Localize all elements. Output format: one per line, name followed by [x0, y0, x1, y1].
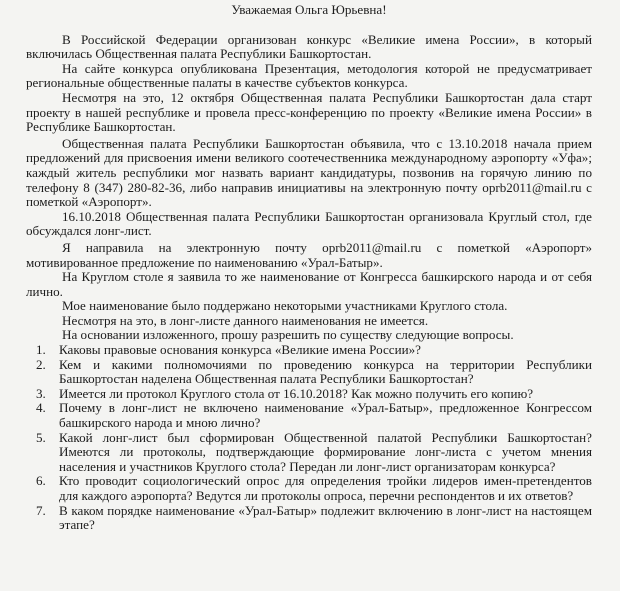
- greeting: Уважаемая Ольга Юрьевна!: [231, 2, 387, 17]
- list-item: [26, 401, 592, 430]
- paragraph-email-proposal: Я направила на электронную почту oprb2011@mail.ru с пометкой «Аэропорт» мотивированное предложение по наименованию «Урал-Батыр».: [26, 239, 592, 270]
- paragraph-support: Мое наименование было поддержано некоторыми участниками Круглого стола.: [62, 298, 508, 314]
- paragraph-contest-intro: В Российской Федерации организован конкурс «Великие имена России», в который включилась Общественная палата Республики Башкортостан.: [26, 31, 592, 62]
- paragraph-round-table: 16.10.2018 Общественная палата Республики Башкортостан организовала Круглый стол, где обсуждался лонг-лист.: [26, 208, 592, 239]
- list-item: [26, 343, 592, 358]
- list-item: [26, 474, 592, 503]
- list-item-number: 5.: [36, 429, 46, 445]
- list-item-number: 6.: [36, 473, 46, 489]
- questions-list: [26, 343, 592, 533]
- list-item: [26, 504, 592, 533]
- list-item-number: 4.: [36, 400, 46, 416]
- list-item-text: Почему в лонг-лист не включено наименование «Урал-Батыр», предложенное Конгрессом башкирского народа и мною лично?: [59, 400, 592, 431]
- list-item-text: В каком порядке наименование «Урал-Батыр» подлежит включению в лонг-лист на настоящем этапе?: [59, 502, 592, 533]
- list-item-text: Имеется ли протокол Круглого стола от 16.10.2018? Как можно получить его копию?: [59, 385, 534, 401]
- list-item-text: Кто проводит социологический опрос для определения тройки лидеров имен-претендентов для каждого аэропорта? Ведутся ли протоколы опроса, перечни респондентов и их ответов?: [59, 473, 592, 503]
- paragraph-proposals: Общественная палата Республики Башкортостан объявила, что с 13.10.2018 начала прием предложений для присвоения имени великого соотечественника международному аэропорту «Уфа»; каждый житель республики мог назвать вариант кандидатуры, позвонив на горячую линию по телефону 8 (347) 280-82-36, либо направив инициативы на электронную почту oprb2011@mail.ru с пометкой «Аэропорт».: [26, 135, 592, 210]
- list-item-text: Кем и какими полномочиями по проведению конкурса на территории Республики Башкортостан наделена Общественная палата Республики Башкортостан?: [59, 356, 592, 387]
- list-item: [26, 387, 592, 402]
- list-item-text: Какой лонг-лист был сформирован Общественной палатой Республики Башкортостан? Имеются ли протоколы, подтверждающие формирование лонг-листа с учетом мнения населения и участников Круглого стола? Передан ли лонг-лист организаторам конкурса?: [59, 429, 592, 474]
- list-item-number: 2.: [36, 356, 46, 372]
- paragraph-project-start: Несмотря на это, 12 октября Общественная палата Республики Башкортостан дала старт проекту в нашей республике и провела пресс-конференцию по проекту «Великие имена России» в Республике Башкортостан.: [26, 89, 592, 135]
- list-item-text: Каковы правовые основания конкурса «Великие имена России»?: [59, 342, 421, 358]
- paragraph-request: На основании изложенного, прошу разрешить по существу следующие вопросы.: [62, 327, 514, 343]
- list-item: [26, 358, 592, 387]
- list-item-number: 7.: [36, 502, 46, 518]
- paragraph-declaration: На Круглом столе я заявила то же наименование от Конгресса башкирского народа и от себя лично.: [26, 269, 592, 299]
- paragraph-presentation: На сайте конкурса опубликована Презентация, методология которой не предусматривает региональные общественные палаты в качестве субъектов конкурса.: [26, 60, 592, 91]
- paragraph-not-listed: Несмотря на это, в лонг-листе данного наименования не имеется.: [62, 312, 429, 328]
- list-item-number: 1.: [36, 342, 46, 358]
- list-item-number: 3.: [36, 385, 46, 401]
- list-item: [26, 431, 592, 475]
